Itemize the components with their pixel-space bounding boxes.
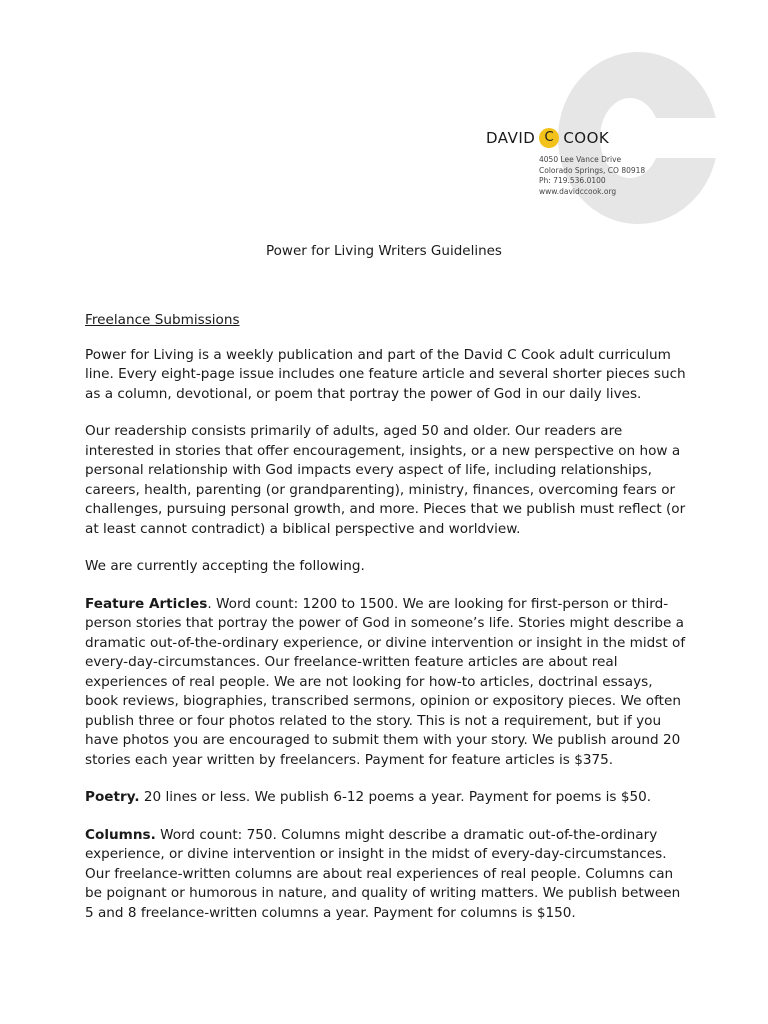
feature-articles-lead: Feature Articles	[85, 595, 208, 612]
poetry-item	[85, 788, 690, 808]
address-phone: Ph: 719.536.0100	[539, 176, 606, 185]
section-heading: Freelance Submissions	[85, 312, 240, 328]
columns-item	[85, 826, 690, 924]
feature-articles-item	[85, 595, 690, 771]
intro-paragraph: Power for Living is a weekly publication and part of the David C Cook adult curriculum line. Every eight-page issue includes one feature article and several shorter pieces such as a column, devotional, or poem that portray the power of God in our daily lives.	[85, 346, 686, 402]
feature-articles-text: . Word count: 1200 to 1500. We are looking for first-person or third-person stories that portray the power of God in someone’s life. Stories might describe a dramatic out-of-the-ordinary experience, or divine intervention or insight in the midst of every-day-circumstances. Our freelance-written feature articles are about real experiences of real people. We are not looking for how-to articles, doctrinal essays, book reviews, biographies, transcribed sermons, opinion or expository pieces. We often publish three or four photos related to the story. This is not a requirement, but if you have photos you are encouraged to submit them with your story. We publish around 20 stories each year written by freelancers. Payment for feature articles is $375.	[85, 595, 686, 768]
brand-logo	[486, 128, 609, 148]
poetry-lead: Poetry.	[85, 789, 140, 805]
brand-name-left: DAVID	[486, 129, 536, 147]
readership-paragraph: Our readership consists primarily of adults, aged 50 and older. Our readers are interested in stories that offer encouragement, insights, or a new perspective on how a personal relationship with God impacts every aspect of life, including relationships, careers, health, parenting (or grandparenting), ministry, finances, overcoming fears or challenges, pursuing personal growth, and more. Pieces that we publish must reflect (or at least cannot contradict) a biblical perspective and worldview.	[85, 423, 686, 537]
document-title: Power for Living Writers Guidelines	[266, 243, 502, 259]
columns-text: Word count: 750. Columns might describe a dramatic out-of-the-ordinary experience, or divine intervention or insight in the midst of every-day-circumstances. Our freelance-written columns are about real experiences of real people. Columns can be poignant or humorous in nature, and quality of writing matters. We publish between 5 and 8 freelance-written columns a year. Payment for columns is $150.	[85, 826, 681, 921]
brand-c-badge: C	[539, 128, 559, 148]
accepting-paragraph: We are currently accepting the following.	[85, 558, 365, 574]
logo-circle-gap	[655, 118, 725, 158]
address-street: 4050 Lee Vance Drive	[539, 155, 622, 164]
letterhead-address	[539, 155, 645, 197]
address-website: www.davidccook.org	[539, 186, 617, 196]
document-body	[85, 311, 690, 941]
poetry-text: 20 lines or less. We publish 6-12 poems a year. Payment for poems is $50.	[139, 789, 652, 805]
columns-lead: Columns.	[85, 826, 156, 843]
brand-name-right: COOK	[563, 129, 610, 147]
address-city: Colorado Springs, CO 80918	[539, 165, 646, 175]
